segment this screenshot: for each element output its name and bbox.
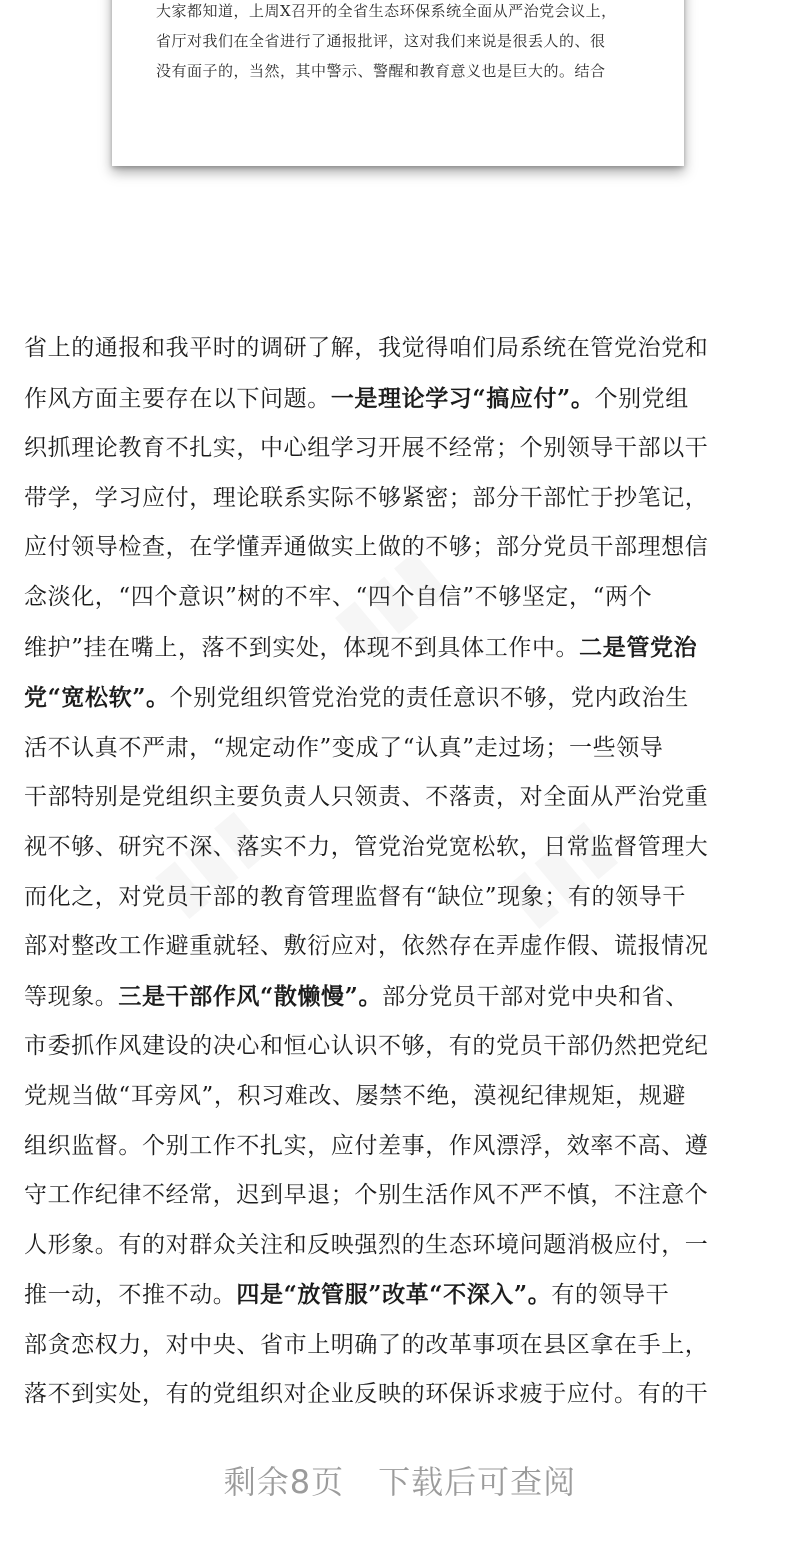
text-line: 而化之，对党员干部的教育管理监督有“缺位”现象；有的领导干 [24, 883, 686, 910]
text-run: 部分党员干部对党中央和省、 [382, 983, 689, 1010]
download-hint-label: 下载后可查阅 [378, 1463, 577, 1501]
bold-heading: 四是“放管服”改革“不深入”。 [236, 1281, 552, 1309]
text-line: 织抓理论教育不扎实，中心组学习开展不经常；个别领导干部以干 [24, 435, 709, 462]
text-run: 推一动，不推不动。 [24, 1282, 237, 1309]
text-run: 等现象。 [24, 983, 119, 1010]
bold-heading: 一是理论学习“搞应付”。 [330, 384, 595, 412]
download-to-view-button[interactable] [0, 1455, 800, 1505]
text-line: 守工作纪律不经常，迟到早退；个别生活作风不严不慎，不注意个 [24, 1182, 709, 1209]
text-line: 省上的通报和我平时的调研了解，我觉得咱们局系统在管党治党和 [24, 335, 709, 361]
text-run: 个别党组 [594, 385, 689, 412]
text-line [24, 374, 780, 425]
bold-heading: 党“宽松软”。 [24, 684, 170, 712]
text-line: 干部特别是党组织主要负责人只领责、不落责，对全面从严治党重 [24, 784, 709, 811]
preview-line: 没有面子的，当然，其中警示、警醒和教育意义也是巨大的。结合 [156, 62, 606, 80]
text-line: 部贪恋权力，对中央、省市上明确了的改革事项在县区拿在手上， [24, 1331, 709, 1358]
text-line: 人形象。有的对群众关注和反映强烈的生态环境问题消极应付，一 [24, 1231, 709, 1258]
text-run: 有的领导干 [551, 1282, 670, 1309]
text-line: 党规当做“耳旁风”，积习难改、屡禁不绝，漠视纪律规矩，规避 [24, 1082, 686, 1109]
preview-line: 省厅对我们在全省进行了通报批评，这对我们来说是很丢人的、很 [156, 32, 606, 50]
text-line: 市委抓作风建设的决心和恒心认识不够，有的党员干部仍然把党纪 [24, 1033, 709, 1060]
text-line [24, 1270, 780, 1321]
preview-text [156, 0, 646, 86]
text-line: 视不够、研究不深、落实不力，管党治党宽松软，日常监督管理大 [24, 833, 709, 860]
page-preview-card [112, 0, 684, 166]
text-line: 带学，学习应付，理论联系实际不够紧密；部分干部忙于抄笔记， [24, 484, 709, 511]
text-run: 个别党组织管党治党的责任意识不够，党内政治生 [169, 685, 689, 712]
text-run: 作风方面主要存在以下问题。 [24, 385, 331, 412]
text-run: 维护”挂在嘴上，落不到实处，体现不到具体工作中。 [24, 634, 580, 661]
document-body [24, 324, 780, 1420]
preview-line: 大家都知道，上周X召开的全省生态环保系统全面从严治党会议上， [156, 2, 617, 20]
text-line: 应付领导检查，在学懂弄通做实上做的不够；部分党员干部理想信 [24, 534, 709, 561]
text-line: 组织监督。个别工作不扎实，应付差事，作风漂浮，效率不高、遵 [24, 1132, 709, 1159]
text-line: 活不认真不严肃，“规定动作”变成了“认真”走过场；一些领导 [24, 734, 664, 761]
text-line: 落不到实处，有的党组织对企业反映的环保诉求疲于应付。有的干 [24, 1381, 709, 1408]
text-line: 部对整改工作避重就轻、敷衍应对，依然存在弄虚作假、谎报情况 [24, 933, 709, 960]
text-line [24, 972, 780, 1023]
text-line [24, 623, 780, 674]
bold-heading: 三是干部作风“散懒慢”。 [118, 982, 383, 1010]
bold-heading: 二是管党治 [579, 633, 698, 661]
remaining-pages-label: 剩余8页 [223, 1463, 345, 1501]
text-line: 念淡化，“四个意识”树的不牢、“四个自信”不够坚定，“两个 [24, 583, 653, 610]
text-line [24, 673, 780, 724]
